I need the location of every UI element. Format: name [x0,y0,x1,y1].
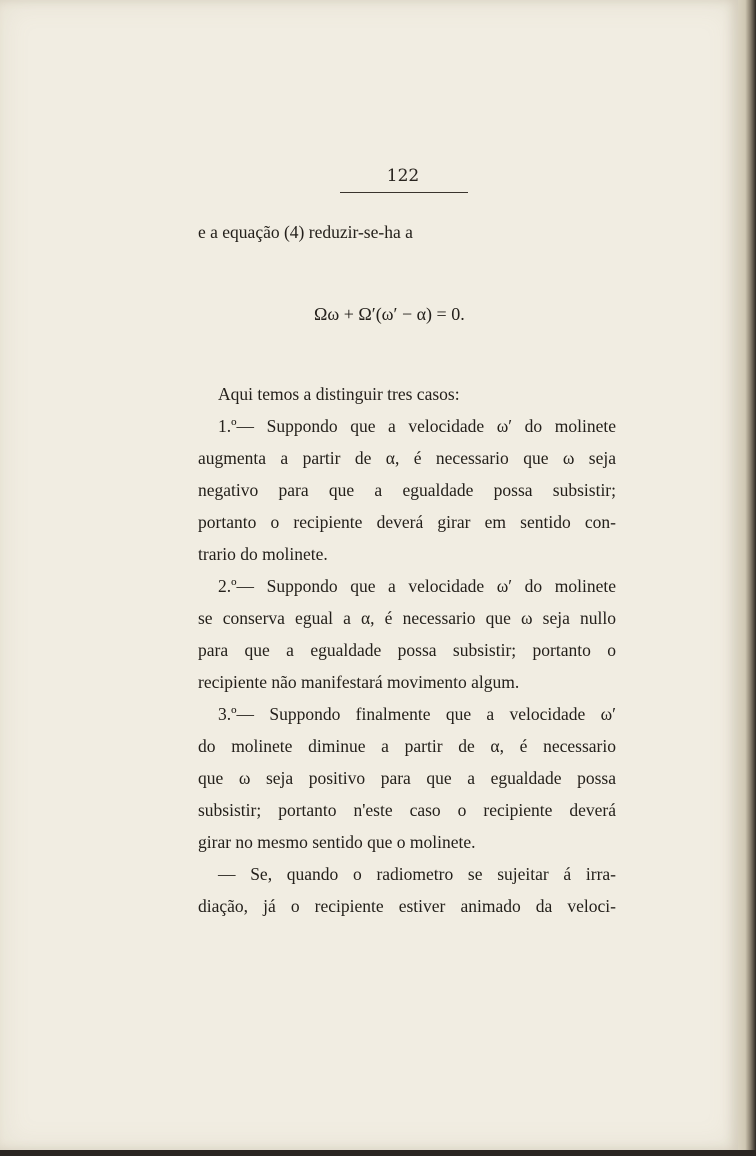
text-line: Aqui temos a distinguir tres casos: [218,384,460,404]
text-line: portanto o recipiente deverá girar em sentido con- [198,512,616,532]
text-line: augmenta a partir de α, é necessario que ω seja [198,448,616,468]
text-line: — Se, quando o radiometro se sujeitar á irra- [218,864,616,884]
text-line: 1.º— Suppondo que a velocidade ω′ do molinete [218,416,616,436]
text-line: que ω seja positivo para que a egualdade possa [198,768,616,788]
page-number: 122 [386,166,420,186]
text-line: negativo para que a egualdade possa subsistir; [198,480,616,500]
text-line: 2.º— Suppondo que a velocidade ω′ do molinete [218,576,616,596]
equation: Ωω + Ω′(ω′ − α) = 0. [314,304,465,324]
header-rule [340,192,468,193]
text-line: trario do molinete. [198,544,328,564]
bottom-edge [0,1150,756,1156]
text-line: para que a egualdade possa subsistir; portanto o [198,640,616,660]
text-line: diação, já o recipiente estiver animado da veloci- [198,896,616,916]
page-edge [738,0,756,1156]
text-line: se conserva egual a α, é necessario que ω seja nullo [198,608,616,628]
text-line: do molinete diminue a partir de α, é necessario [198,736,616,756]
text-line: subsistir; portanto n'este caso o recipiente deverá [198,800,616,820]
text-line: e a equação (4) reduzir-se-ha a [198,222,413,242]
text-line: 3.º— Suppondo finalmente que a velocidade ω′ [218,704,616,724]
text-line: recipiente não manifestará movimento algum. [198,672,520,692]
text-line: girar no mesmo sentido que o molinete. [198,832,476,852]
